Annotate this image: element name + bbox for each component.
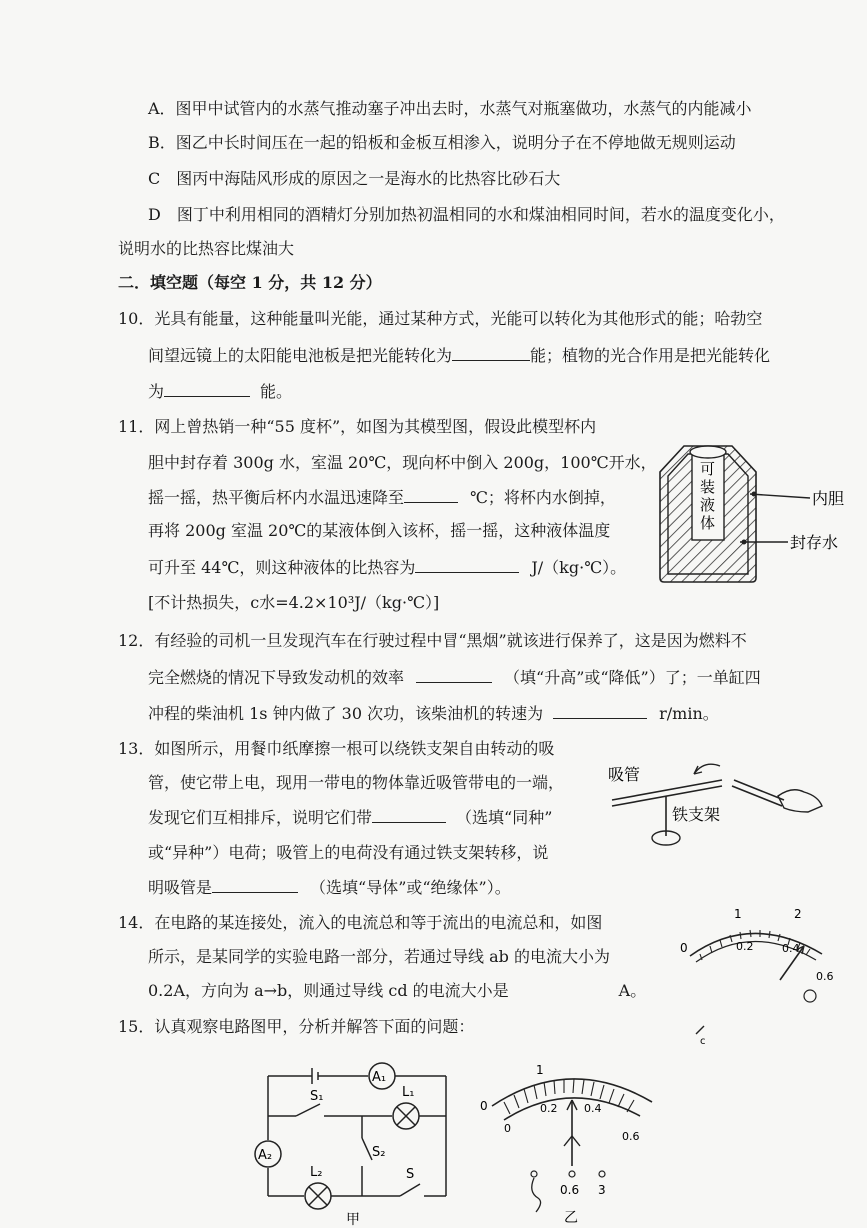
figure-caption-jia: 甲 [346, 1212, 360, 1228]
option-d-cont: 说明水的比热容比煤油大 [118, 239, 295, 258]
section-title: 二．填空题（每空 1 分，共 12 分） [118, 273, 382, 292]
label-straw: 吸管 [608, 765, 641, 784]
q11-text: 摇一摇，热平衡后杯内水温迅速降至 [148, 488, 405, 507]
q12-text: r/min。 [659, 704, 719, 723]
scale-label: 2 [794, 907, 802, 921]
q11-blank-2[interactable] [415, 556, 519, 573]
q13-text: （选填“同种” [456, 808, 553, 827]
q11-blank-1[interactable] [404, 486, 458, 503]
q12-line1: 12．有经验的司机一旦发现汽车在行驶过程中冒“黑烟”就该进行保养了，这是因为燃料不 [118, 631, 747, 650]
q15-line1: 15．认真观察电路图甲，分析并解答下面的问题： [118, 1017, 475, 1036]
cup-label-char: 液 [700, 496, 716, 514]
scale-label: 1 [734, 907, 742, 921]
q11-line3 [148, 486, 616, 509]
q11-line1: 11．网上曾热销一种“55 度杯”，如图为其模型图，假设此模型杯内 [118, 417, 597, 436]
switch-s1-label: S₁ [310, 1089, 324, 1104]
q10-text: 间望远镜上的太阳能电池板是把光能转化为 [148, 346, 453, 365]
q10-text: 能；植物的光合作用是把光能转化 [530, 346, 771, 365]
scale-label: 0.4 [782, 942, 800, 955]
q13-line2: 管，使它带上电，现用一带电的物体靠近吸管带电的一端， [148, 773, 565, 792]
option-a: A．图甲中试管内的水蒸气推动塞子冲出去时，水蒸气对瓶塞做功，水蒸气的内能减小 [148, 99, 752, 118]
scale-label: 0.6 [816, 970, 834, 983]
q10-text: 为 [148, 382, 165, 401]
meter-tick-label: 0.6 [622, 1130, 640, 1143]
meter-terminal-label: 0.6 [560, 1183, 580, 1197]
cup-label-char: 体 [700, 514, 716, 532]
q14-line1: 14．在电路的某连接处，流入的电流总和等于流出的电流总和，如图 [118, 913, 603, 932]
cup-label-char: 装 [700, 478, 716, 496]
meter-tick-label: 0.2 [540, 1102, 558, 1115]
meter-tick-label: 0 [480, 1099, 488, 1113]
q13-text: （选填“导体”或“绝缘体”）。 [310, 878, 511, 897]
q12-line3 [148, 702, 719, 725]
cup-diagram [650, 432, 867, 592]
q14-text: 0.2A，方向为 a→b，则通过导线 cd 的电流大小是 [148, 981, 509, 1000]
q12-blank-1[interactable] [416, 666, 492, 683]
q10-line2 [148, 344, 770, 367]
q13-line1: 13．如图所示，用餐巾纸摩擦一根可以绕铁支架自由转动的吸 [118, 739, 555, 758]
q14-line3 [148, 980, 646, 1002]
meter-tick-label: 1 [536, 1063, 544, 1077]
scale-label: 0.2 [736, 940, 754, 953]
cup-label-char: 可 [700, 460, 716, 478]
label-sealed-water: 封存水 [790, 533, 839, 552]
label-c: c [700, 1036, 706, 1047]
q11-text: 可升至 44℃，则这种液体的比热容为 [148, 558, 416, 577]
q10-line1: 10．光具有能量，这种能量叫光能，通过某种方式，光能可以转化为其他形式的能；哈勃空 [118, 309, 763, 328]
ammeter-scale-diagram [676, 900, 846, 1050]
option-d: D 图丁中利用相同的酒精灯分别加热初温相同的水和煤油相同时间，若水的温度变化小， [148, 205, 785, 224]
q10-line3 [148, 380, 292, 403]
q13-line3 [148, 806, 552, 829]
q14-line2: 所示，是某同学的实验电路一部分，若通过导线 ab 的电流大小为 [148, 947, 610, 966]
q11-line6: [不计热损失，c水=4.2×10³J/（kg·℃）] [148, 593, 440, 612]
q12-blank-2[interactable] [553, 702, 647, 719]
q12-text: 完全燃烧的情况下导致发动机的效率 [148, 668, 405, 687]
q13-text: 明吸管是 [148, 878, 213, 897]
q11-text: J/（kg·℃）。 [531, 558, 627, 577]
q11-line4: 再将 200g 室温 20℃的某液体倒入该杯，摇一摇，这种液体温度 [148, 521, 611, 540]
straw-diagram [608, 756, 828, 852]
q13-blank-1[interactable] [372, 806, 446, 823]
lamp-l2-label: L₂ [310, 1165, 323, 1180]
q10-blank-1[interactable] [452, 344, 530, 361]
q12-text: 冲程的柴油机 1s 钟内做了 30 次功，该柴油机的转速为 [148, 704, 544, 723]
figure-caption-yi: 乙 [564, 1210, 578, 1226]
switch-s2-label: S₂ [372, 1145, 386, 1160]
q13-line4: 或“异种”）电荷；吸管上的电荷没有通过铁支架转移，说 [148, 843, 549, 862]
label-inner-liner: 内胆 [812, 489, 845, 508]
q12-text: （填“升高”或“降低”）了；一单缸四 [504, 668, 761, 687]
q11-line2: 胆中封存着 300g 水，室温 20℃，现向杯中倒入 200g，100℃开水， [148, 453, 657, 472]
ammeter-a2-label: A₂ [258, 1148, 273, 1163]
option-c: C 图丙中海陆风形成的原因之一是海水的比热容比砂石大 [148, 169, 561, 188]
q13-blank-2[interactable] [212, 876, 298, 893]
q11-text: ℃；将杯内水倒掉， [470, 488, 616, 507]
q13-line5 [148, 876, 511, 899]
label-iron-stand: 铁支架 [672, 805, 721, 824]
q10-blank-2[interactable] [164, 380, 250, 397]
q13-text: 发现它们互相排斥，说明它们带 [148, 808, 373, 827]
q10-text: 能。 [260, 382, 293, 401]
meter-tick-label: 0.4 [584, 1102, 602, 1115]
q11-line5 [148, 556, 626, 579]
scale-label: 0 [680, 941, 688, 955]
meter-terminal-label: 3 [598, 1183, 606, 1197]
option-b: B．图乙中长时间压在一起的铅板和金板互相渗入，说明分子在不停地做无规则运动 [148, 133, 736, 152]
switch-s-label: S [406, 1167, 415, 1182]
circuit-diagram-jia [250, 1058, 460, 1228]
lamp-l1-label: L₁ [402, 1085, 415, 1100]
q14-text: A。 [618, 981, 647, 1000]
ammeter-a1-label: A₁ [372, 1070, 387, 1085]
meter-tick-label: 0 [504, 1122, 511, 1135]
q12-line2 [148, 666, 761, 689]
meter-diagram-yi [474, 1062, 674, 1228]
